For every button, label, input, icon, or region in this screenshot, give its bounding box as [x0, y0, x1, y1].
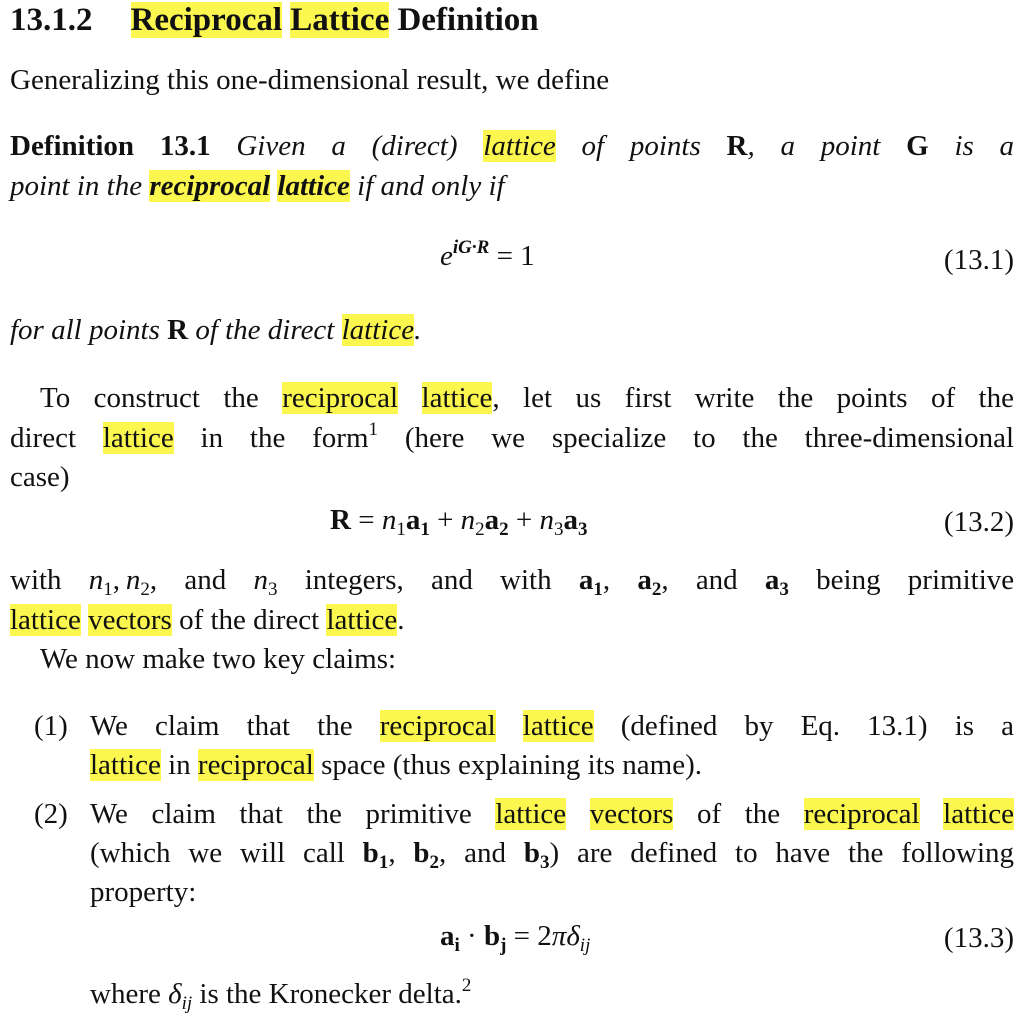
highlight-lattice: lattice: [277, 170, 350, 202]
body-text: direct: [10, 422, 77, 454]
section-heading: [10, 2, 539, 40]
definition-text: is a: [954, 130, 1015, 162]
eq-rhs: = 1: [489, 240, 535, 272]
equation-13-1: [440, 237, 535, 273]
vector-R: R: [167, 314, 189, 346]
math-n-list: $n_1$, $n_2$,: [88, 564, 158, 600]
body-text: space (thus explaining its name).: [321, 749, 703, 781]
body-text: We claim that the primitive: [90, 798, 472, 830]
body-text: being primitive: [816, 564, 1015, 596]
body-text: (which we will call: [90, 837, 345, 869]
highlight-lattice: lattice: [943, 798, 1014, 830]
body-text: To construct the: [40, 382, 259, 414]
math-b3: $b_3$: [523, 837, 550, 873]
vector-R: R: [330, 504, 351, 536]
body-text: and: [184, 564, 227, 596]
footnote-marker[interactable]: 1: [368, 419, 379, 440]
body-text: and: [695, 564, 738, 596]
vector-R: R: [726, 130, 748, 162]
definition-text: of points: [581, 130, 701, 162]
definition-line-3: [10, 314, 421, 347]
para1-line-2: [10, 419, 1015, 455]
highlight-lattice: lattice: [10, 604, 81, 636]
body-text: We claim that the: [90, 710, 353, 742]
highlight-vectors: vectors: [88, 604, 172, 636]
equation-13-2: $R = n_1a_1 + n_2a_2 + n_3a_3$: [330, 504, 588, 540]
math-b-list: $b_1$, $b_2$,: [362, 837, 447, 873]
body-text: integers, and with: [304, 564, 552, 596]
intro-text: Generalizing this one-dimensional result, we define: [10, 64, 610, 96]
body-text: (here we specialize to the three-dimensional: [404, 422, 1015, 454]
claim-2-line-2: [90, 837, 1015, 873]
para1-line-4: [10, 564, 1015, 600]
claim-2-line-4: [90, 975, 472, 1014]
body-text: with: [10, 564, 62, 596]
definition-line-2: [10, 170, 505, 203]
para1-line-5: [10, 604, 405, 637]
highlight-lattice: lattice: [90, 749, 161, 781]
definition-text: if and only if: [357, 170, 505, 202]
highlight-lattice: lattice: [341, 314, 415, 346]
highlight-reciprocal: reciprocal: [197, 749, 314, 781]
highlight-reciprocal: reciprocal: [282, 382, 399, 414]
body-text: , let us first write the points of the: [492, 382, 1014, 414]
highlight-lattice: lattice: [326, 604, 398, 636]
equation-13-3: $a_i \cdot b_j = 2\pi\delta_{ij}$: [440, 920, 591, 956]
definition-text: Given a (direct): [236, 130, 458, 162]
claim-2-line-3: property:: [90, 876, 197, 908]
highlight-vectors: vectors: [589, 798, 674, 830]
section-title-rest: Definition: [397, 2, 539, 38]
section-number: 13.1.2: [10, 2, 93, 38]
body-text: ) are defined to have the following: [549, 837, 1015, 869]
para1-line-3: case): [10, 461, 70, 493]
highlight-lattice: lattice: [483, 130, 556, 162]
math-a-list: $a_1$, $a_2$,: [578, 564, 669, 600]
highlight-lattice: lattice: [421, 382, 493, 414]
definition-line-1: [10, 130, 1014, 163]
highlight-reciprocal: reciprocal: [803, 798, 920, 830]
claim-2-line-1: [90, 798, 1014, 831]
math-n3: $n_3$: [253, 564, 278, 600]
footnote-marker[interactable]: 2: [461, 975, 472, 996]
highlight-lattice: lattice: [495, 798, 567, 830]
body-text: where: [90, 978, 161, 1010]
body-text: in: [168, 749, 191, 781]
claim-2-label: (2): [34, 798, 68, 830]
eq-exponent: iG·R: [452, 237, 490, 258]
highlight-reciprocal: reciprocal: [379, 710, 496, 742]
body-text: and: [464, 837, 507, 869]
definition-text: of the direct: [195, 314, 335, 346]
highlight-reciprocal: Reciprocal: [130, 2, 283, 38]
claims-intro: We now make two key claims:: [40, 643, 397, 675]
body-text: of the direct: [179, 604, 320, 636]
para1-line-1: [40, 382, 1014, 415]
definition-text: .: [414, 314, 422, 346]
equation-number-13-1: (13.1): [943, 244, 1014, 276]
body-text: (defined by Eq. 13.1) is a: [620, 710, 1015, 742]
highlight-lattice: Lattice: [290, 2, 390, 38]
body-text: is the Kronecker delta.: [199, 978, 462, 1010]
math-delta: $\delta_{ij}$: [168, 978, 193, 1014]
highlight-reciprocal: reciprocal: [149, 170, 271, 202]
definition-label: Definition 13.1: [10, 130, 211, 162]
vector-G: G: [906, 130, 929, 162]
body-text: .: [397, 604, 405, 636]
claim-1-line-2: [90, 749, 702, 782]
definition-text: point in the: [10, 170, 143, 202]
claim-1-line-1: [90, 710, 1014, 743]
highlight-lattice: lattice: [102, 422, 174, 454]
body-text: in the form: [200, 422, 369, 454]
body-text: of the: [697, 798, 781, 830]
claim-1-label: (1): [34, 710, 68, 742]
equation-number-13-2: (13.2): [943, 506, 1014, 538]
definition-text: for all points: [10, 314, 160, 346]
definition-text: , a point: [747, 130, 881, 162]
math-a3: $a_3$: [764, 564, 789, 600]
highlight-lattice: lattice: [522, 710, 594, 742]
equation-number-13-3: (13.3): [943, 922, 1014, 954]
eq-base: e: [440, 240, 453, 272]
